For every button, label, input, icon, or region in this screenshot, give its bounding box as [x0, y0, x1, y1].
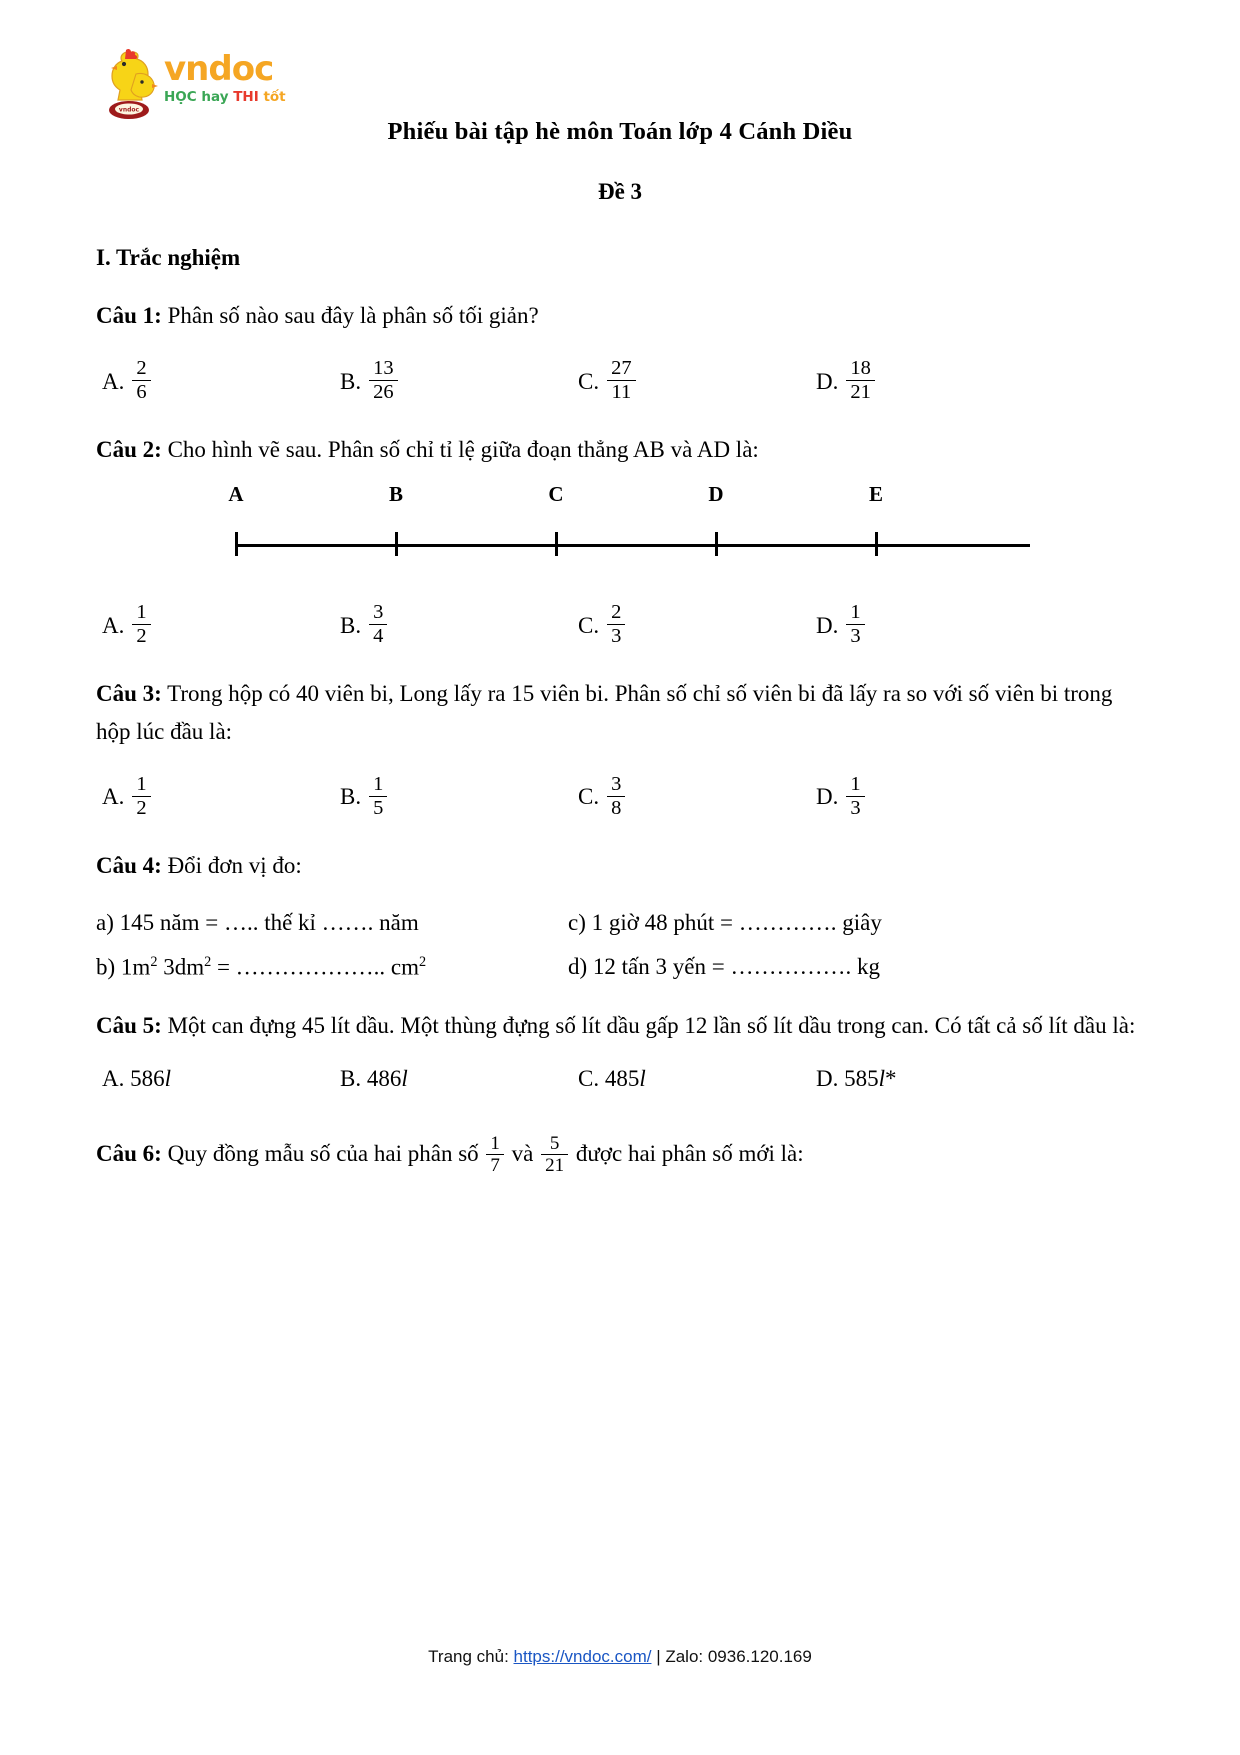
question-6-body-mid: và	[505, 1140, 540, 1166]
question-1-text	[96, 271, 1144, 334]
question-2-text	[96, 405, 1144, 468]
question-5-label: Câu 5:	[96, 1012, 162, 1038]
question-6-fraction-2	[541, 1133, 568, 1177]
option-5a-unit: l	[164, 1065, 172, 1091]
option-1b-fraction	[369, 357, 398, 404]
footer-suffix: | Zalo: 0936.120.169	[651, 1647, 812, 1666]
denominator: 3	[607, 624, 625, 648]
denominator: 7	[486, 1154, 504, 1176]
option-2b-letter: B.	[340, 612, 362, 638]
page-title: Phiếu bài tập hè môn Toán lớp 4 Cánh Diều	[387, 118, 853, 145]
question-5-body: Một can đựng 45 lít dầu. Một thùng đựng số lít dầu gấp 12 lần số lít dầu trong can. Có tất cả số lít dầu là:	[161, 1012, 1136, 1038]
question-4-row-2	[96, 936, 1144, 981]
question-5-text	[96, 981, 1144, 1044]
numerator: 1	[373, 772, 384, 795]
tick-e	[875, 532, 878, 556]
logo-wordmark	[164, 49, 324, 105]
option-1c-fraction	[607, 357, 636, 404]
question-5-options	[96, 1044, 1144, 1092]
question-6-fraction-1	[486, 1133, 504, 1177]
option-3c-fraction	[607, 773, 625, 820]
option-2c-letter: C.	[578, 612, 600, 638]
option-2d-letter: D.	[816, 612, 839, 638]
option-3c[interactable]	[578, 774, 816, 821]
option-2b-fraction	[369, 601, 387, 648]
section-heading-trac-nghiem: I. Trắc nghiệm	[96, 245, 241, 270]
numerator: 2	[136, 357, 147, 380]
tick-d	[715, 532, 718, 556]
option-3c-letter: C.	[578, 784, 600, 810]
option-1a-letter: A.	[102, 368, 125, 394]
option-5c-unit: l	[639, 1065, 646, 1091]
chicken-mascot-icon	[98, 48, 160, 120]
number-line-labels	[96, 482, 1144, 514]
denominator: 6	[132, 380, 150, 404]
question-4-text	[96, 821, 1144, 884]
numerator: 1	[136, 601, 147, 624]
tick-c	[555, 532, 558, 556]
numerator: 3	[373, 601, 384, 624]
option-1b[interactable]	[340, 358, 578, 405]
q4b-sup3: 2	[419, 953, 427, 970]
option-2a[interactable]	[96, 602, 340, 649]
denominator: 5	[369, 796, 387, 820]
q4b-mid: 3dm	[157, 954, 205, 980]
question-4-item-c: c) 1 giờ 48 phút = …………. giây	[568, 909, 882, 935]
option-1c[interactable]	[578, 358, 816, 405]
point-label-b: B	[388, 482, 404, 507]
question-4-row-1	[96, 884, 1144, 936]
option-5a[interactable]	[96, 1066, 340, 1092]
point-label-e: E	[868, 482, 884, 507]
q4b-prefix: b) 1m	[96, 954, 151, 980]
vndoc-logo[interactable]	[96, 44, 326, 130]
option-3a[interactable]	[96, 774, 340, 821]
tagline-thi: THI	[233, 89, 259, 105]
question-2-label: Câu 2:	[96, 437, 162, 463]
option-2a-letter: A.	[102, 612, 125, 638]
question-3-text	[96, 649, 1144, 750]
logo-badge-text: vndoc	[118, 106, 140, 114]
option-3b[interactable]	[340, 774, 578, 821]
option-3a-fraction	[132, 773, 150, 820]
option-3d-letter: D.	[816, 784, 839, 810]
option-5d-suffix: *	[885, 1065, 897, 1091]
question-4-label: Câu 4:	[96, 852, 162, 878]
numerator: 3	[611, 772, 622, 795]
numerator: 1	[136, 772, 147, 795]
denominator: 21	[541, 1154, 568, 1176]
numerator: 1	[850, 772, 861, 795]
question-2-options	[96, 578, 1144, 649]
question-6-body-after: được hai phân số mới là:	[570, 1140, 804, 1166]
denominator: 3	[846, 796, 864, 820]
denominator: 2	[132, 624, 150, 648]
question-6-label: Câu 6:	[96, 1140, 162, 1166]
footer-website-link[interactable]: https://vndoc.com/	[513, 1647, 652, 1666]
option-5d-unit: l	[878, 1065, 886, 1091]
question-4-item-d: d) 12 tấn 3 yến = ……………. kg	[568, 953, 880, 979]
question-4-item-b	[96, 954, 568, 981]
option-3a-letter: A.	[102, 784, 125, 810]
option-3b-fraction	[369, 773, 387, 820]
denominator: 8	[607, 796, 625, 820]
option-1d[interactable]	[816, 358, 1054, 405]
numerator: 13	[373, 357, 394, 380]
denominator: 3	[846, 624, 864, 648]
option-2c-fraction	[607, 601, 625, 648]
option-2d-fraction	[846, 601, 864, 648]
option-1a-fraction	[132, 357, 150, 404]
question-4-body: Đổi đơn vị đo:	[161, 852, 302, 878]
question-3-body: Trong hộp có 40 viên bi, Long lấy ra 15 viên bi. Phân số chỉ số viên bi đã lấy ra so với số viên bi trong hộp lúc đầu là:	[96, 681, 1113, 744]
option-5b[interactable]	[340, 1066, 578, 1092]
question-2-body: Cho hình vẽ sau. Phân số chỉ tỉ lệ giữa đoạn thẳng AB và AD là:	[161, 437, 759, 463]
option-3b-letter: B.	[340, 784, 362, 810]
page-footer	[0, 1647, 1240, 1667]
denominator: 4	[369, 624, 387, 648]
option-2c[interactable]	[578, 602, 816, 649]
option-2a-fraction	[132, 601, 150, 648]
option-5d-value: D. 585	[816, 1065, 879, 1091]
point-label-c: C	[548, 482, 564, 507]
option-1d-fraction	[846, 357, 875, 404]
question-3-label: Câu 3:	[96, 681, 162, 707]
option-3d-fraction	[846, 773, 864, 820]
numerator: 5	[549, 1132, 560, 1154]
number-line-axis	[236, 544, 1030, 547]
point-label-d: D	[708, 482, 724, 507]
tagline-tot: tốt	[263, 89, 286, 105]
denominator: 2	[132, 796, 150, 820]
denominator: 11	[607, 380, 636, 404]
q4b-sup1: 2	[150, 953, 158, 970]
question-4-item-a: a) 145 năm = ….. thế kỉ ……. năm	[96, 909, 419, 935]
denominator: 26	[369, 380, 398, 404]
option-2b[interactable]	[340, 602, 578, 649]
numerator: 1	[850, 601, 861, 624]
number-line-figure	[96, 482, 1144, 578]
point-label-a: A	[228, 482, 244, 507]
question-1-options	[96, 334, 1144, 405]
option-5c-value: C. 485	[578, 1065, 640, 1091]
question-3-options	[96, 750, 1144, 821]
q4b-suffix: = ……………….. cm	[211, 954, 420, 980]
tagline-hay: hay	[201, 89, 229, 105]
question-6-text	[96, 1092, 1144, 1178]
logo-brand-text: vndoc	[164, 49, 274, 89]
tick-a	[235, 532, 238, 556]
numerator: 27	[611, 357, 632, 380]
option-1a[interactable]	[96, 358, 340, 405]
footer-prefix: Trang chủ:	[428, 1647, 514, 1666]
option-2d[interactable]	[816, 602, 1054, 649]
option-5b-value: B. 486	[340, 1065, 402, 1091]
numerator: 1	[490, 1132, 500, 1154]
option-1b-letter: B.	[340, 368, 362, 394]
option-3d[interactable]	[816, 774, 1054, 821]
numerator: 18	[850, 357, 871, 380]
q4b-sup2: 2	[204, 953, 212, 970]
denominator: 21	[846, 380, 875, 404]
numerator: 2	[611, 601, 622, 624]
question-6-body-before: Quy đồng mẫu số của hai phân số	[161, 1140, 485, 1166]
question-1-label: Câu 1:	[96, 303, 162, 328]
question-1-body: Phân số nào sau đây là phân số tối giản?	[161, 303, 539, 328]
tagline-hoc: HỌC	[164, 89, 197, 105]
page-subtitle: Đề 3	[597, 179, 643, 204]
option-5b-unit: l	[401, 1065, 408, 1091]
tick-b	[395, 532, 398, 556]
option-5d[interactable]	[816, 1066, 1054, 1092]
option-5a-value: A. 586	[102, 1065, 165, 1091]
option-5c[interactable]	[578, 1066, 816, 1092]
option-1c-letter: C.	[578, 368, 600, 394]
option-1d-letter: D.	[816, 368, 839, 394]
logo-tagline	[164, 91, 324, 105]
